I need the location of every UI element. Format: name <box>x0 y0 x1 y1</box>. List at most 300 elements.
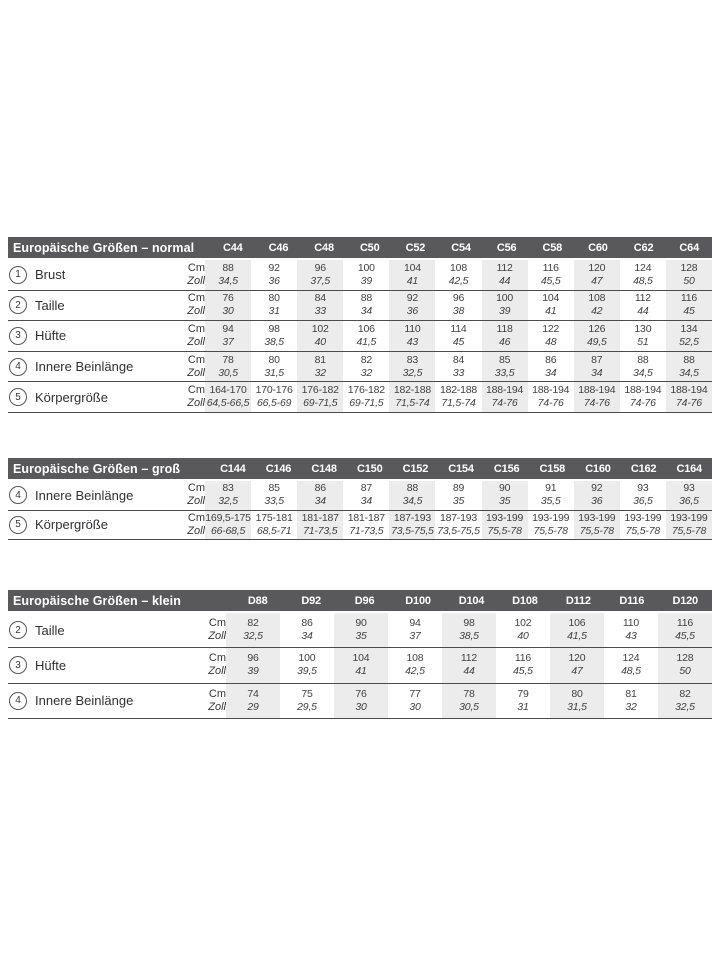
zoll-value: 30 <box>355 700 367 713</box>
unit-label-cm: Cm <box>187 384 205 397</box>
value-cell <box>343 481 389 510</box>
cm-value: 91 <box>545 482 557 495</box>
size-column-header: C58 <box>542 241 563 254</box>
measurement-label: Taille <box>35 622 65 638</box>
cm-value: 118 <box>496 322 513 335</box>
value-cells <box>205 260 712 290</box>
measurement-number-badge: 2 <box>9 621 27 639</box>
unit-labels <box>158 684 226 718</box>
zoll-value: 45,5 <box>540 274 561 287</box>
size-column-header: C52 <box>405 241 426 254</box>
value-cell <box>389 291 435 321</box>
unit-labels <box>158 648 226 682</box>
cm-value: 116 <box>680 292 698 305</box>
zoll-value: 31 <box>517 700 529 713</box>
table-body <box>8 481 712 540</box>
cm-value: 102 <box>514 617 532 630</box>
value-cell <box>280 684 334 718</box>
row-label-cell <box>8 352 158 382</box>
cm-value: 134 <box>680 322 698 335</box>
cm-value: 110 <box>404 322 421 335</box>
value-cell <box>528 291 574 321</box>
size-column-header: D104 <box>458 594 485 607</box>
zoll-value: 75,5-78 <box>625 524 660 537</box>
cm-value: 87 <box>360 482 372 495</box>
size-column-header: D100 <box>405 594 431 607</box>
value-cell <box>620 321 666 351</box>
zoll-value: 34,5 <box>633 366 653 379</box>
cm-value: 96 <box>247 652 259 665</box>
unit-labels <box>158 352 205 382</box>
zoll-value: 43 <box>406 335 419 348</box>
cm-value: 74 <box>247 687 259 700</box>
size-headers <box>210 242 712 254</box>
value-cell <box>620 260 666 290</box>
value-cell <box>343 291 389 321</box>
unit-label-cm: Cm <box>187 261 205 274</box>
value-cell <box>205 260 251 290</box>
zoll-value: 35 <box>452 495 465 508</box>
cm-value: 76 <box>355 687 367 700</box>
zoll-value: 48,5 <box>633 274 653 287</box>
measurement-row <box>8 613 712 648</box>
measurement-number-badge: 3 <box>9 656 27 674</box>
value-cell <box>496 613 550 647</box>
value-cell <box>620 291 666 321</box>
zoll-value: 37,5 <box>310 274 331 287</box>
value-cell <box>334 648 388 682</box>
cm-value: 88 <box>683 353 695 366</box>
cm-value: 78 <box>222 353 234 366</box>
zoll-value: 34,5 <box>402 495 423 508</box>
value-cell <box>297 352 343 382</box>
value-cells <box>205 352 712 382</box>
cm-value: 75 <box>301 687 313 700</box>
value-cells <box>205 291 712 321</box>
value-cell <box>666 321 712 351</box>
cm-value: 80 <box>268 292 280 305</box>
zoll-value: 33 <box>452 366 465 379</box>
cm-value: 108 <box>406 652 424 665</box>
cm-value: 193-199 <box>486 511 524 524</box>
row-label-cell <box>8 648 158 682</box>
zoll-value: 50 <box>679 665 691 678</box>
unit-label-zoll: Zoll <box>208 630 226 643</box>
zoll-value: 32,5 <box>675 700 695 713</box>
size-column-header: C54 <box>451 241 471 254</box>
cm-value: 116 <box>514 652 532 665</box>
value-cell <box>297 382 343 412</box>
value-cell <box>389 260 435 290</box>
table-header <box>8 237 712 258</box>
cm-value: 176-182 <box>347 384 385 397</box>
value-cell <box>435 260 481 290</box>
value-cell <box>280 648 334 682</box>
value-cell <box>550 684 604 718</box>
value-cell <box>550 613 604 647</box>
size-column-header: C48 <box>314 241 334 254</box>
cm-value: 108 <box>450 261 467 274</box>
value-cell <box>620 481 666 510</box>
measurement-row <box>8 291 712 322</box>
value-cell <box>658 648 712 682</box>
size-column-header: D96 <box>354 594 375 607</box>
value-cell <box>574 291 620 321</box>
zoll-value: 51 <box>637 335 649 348</box>
value-cell <box>574 382 620 412</box>
zoll-value: 39 <box>498 305 511 318</box>
table-header <box>8 458 712 479</box>
value-cell <box>205 481 251 510</box>
measurement-row <box>8 684 712 719</box>
cm-value: 81 <box>625 687 637 700</box>
zoll-value: 38 <box>452 305 465 318</box>
zoll-value: 32,5 <box>402 366 423 379</box>
unit-labels <box>158 382 205 412</box>
cm-value: 116 <box>676 617 694 630</box>
unit-label-cm: Cm <box>208 687 226 700</box>
size-column-header: D116 <box>619 594 645 607</box>
value-cell <box>205 511 251 540</box>
table-sizes-normal <box>8 237 712 413</box>
unit-label-zoll: Zoll <box>187 524 205 537</box>
value-cell <box>482 481 528 510</box>
unit-label-zoll: Zoll <box>208 665 226 678</box>
zoll-value: 32 <box>360 366 372 379</box>
zoll-value: 30,5 <box>459 700 479 713</box>
cm-value: 90 <box>355 617 367 630</box>
zoll-value: 32 <box>314 366 326 379</box>
value-cell <box>343 382 389 412</box>
value-cell <box>482 260 528 290</box>
measurement-label: Innere Beinlänge <box>35 693 134 709</box>
size-column-header: C150 <box>356 462 383 475</box>
unit-label-cm: Cm <box>187 322 205 335</box>
measurement-label: Innere Beinlänge <box>35 359 134 375</box>
zoll-value: 71-73,5 <box>303 524 338 537</box>
table-title: Europäische Größen – groß <box>13 461 181 476</box>
value-cell <box>388 613 442 647</box>
zoll-value: 29 <box>247 700 259 713</box>
cm-value: 164-170 <box>209 384 247 397</box>
zoll-value: 34 <box>301 630 313 643</box>
zoll-value: 41,5 <box>356 335 377 348</box>
value-cell <box>226 684 280 718</box>
table-title: Europäische Größen – klein <box>13 593 181 608</box>
table-body <box>8 260 712 413</box>
zoll-value: 39,5 <box>297 665 317 678</box>
cm-value: 193-199 <box>532 511 570 524</box>
cm-value: 128 <box>680 261 698 274</box>
measurement-number-badge: 4 <box>9 692 27 710</box>
cm-value: 98 <box>268 322 280 335</box>
unit-label-zoll: Zoll <box>187 397 205 410</box>
table-sizes-gross <box>8 458 712 540</box>
value-cell <box>666 260 712 290</box>
value-cell <box>297 260 343 290</box>
unit-labels <box>158 321 205 351</box>
value-cell <box>528 481 574 510</box>
zoll-value: 35 <box>498 495 511 508</box>
unit-labels <box>158 260 205 290</box>
zoll-value: 41,5 <box>567 630 587 643</box>
unit-label-cm: Cm <box>208 617 226 630</box>
measurement-row <box>8 511 712 541</box>
size-column-header: C146 <box>265 462 292 475</box>
cm-value: 188-194 <box>532 384 570 397</box>
zoll-value: 73,5-75,5 <box>437 524 480 537</box>
zoll-value: 74-76 <box>583 397 610 410</box>
value-cell <box>280 613 334 647</box>
value-cell <box>388 648 442 682</box>
cm-value: 80 <box>268 353 280 366</box>
unit-labels <box>158 511 205 540</box>
cm-value: 82 <box>247 617 259 630</box>
value-cell <box>528 321 574 351</box>
value-cells <box>226 684 712 718</box>
unit-label-zoll: Zoll <box>187 335 205 348</box>
cm-value: 112 <box>634 292 651 305</box>
measurement-row <box>8 481 712 511</box>
size-column-header: C50 <box>359 241 380 254</box>
cm-value: 96 <box>452 292 465 305</box>
zoll-value: 66-68,5 <box>210 524 246 537</box>
zoll-value: 48 <box>545 335 557 348</box>
cm-value: 181-187 <box>347 511 385 524</box>
measurement-label: Hüfte <box>35 328 67 344</box>
cm-value: 128 <box>676 652 694 665</box>
value-cell <box>666 382 712 412</box>
value-cells <box>205 382 712 412</box>
value-cell <box>528 260 574 290</box>
zoll-value: 74-76 <box>537 397 564 410</box>
cm-value: 76 <box>222 292 234 305</box>
cm-value: 86 <box>301 617 313 630</box>
zoll-value: 45,5 <box>513 665 533 678</box>
size-column-header: C158 <box>539 462 566 475</box>
zoll-value: 30 <box>409 700 421 713</box>
cm-value: 94 <box>409 617 421 630</box>
value-cell <box>389 321 435 351</box>
cm-value: 122 <box>542 322 560 335</box>
cm-value: 96 <box>314 261 326 274</box>
cm-value: 88 <box>222 261 234 274</box>
zoll-value: 69-71,5 <box>349 397 384 410</box>
zoll-value: 52,5 <box>679 335 699 348</box>
value-cell <box>435 511 481 540</box>
zoll-value: 44 <box>463 665 475 678</box>
cm-value: 98 <box>463 617 475 630</box>
zoll-value: 30 <box>222 305 234 318</box>
zoll-value: 36 <box>591 495 603 508</box>
size-column-header: D88 <box>247 594 268 607</box>
measurement-number-badge: 1 <box>9 266 27 284</box>
zoll-value: 75,5-78 <box>533 524 568 537</box>
unit-labels <box>158 291 205 321</box>
value-cell <box>435 291 481 321</box>
value-cell <box>550 648 604 682</box>
value-cell <box>251 382 297 412</box>
value-cell <box>482 321 528 351</box>
value-cell <box>251 321 297 351</box>
measurement-number-badge: 5 <box>9 516 27 534</box>
size-column-header: C62 <box>633 241 654 254</box>
zoll-value: 68,5-71 <box>257 524 292 537</box>
zoll-value: 30,5 <box>218 366 238 379</box>
cm-value: 85 <box>498 353 511 366</box>
value-cell <box>528 352 574 382</box>
zoll-value: 42,5 <box>405 665 425 678</box>
value-cell <box>574 260 620 290</box>
value-cell <box>435 321 481 351</box>
value-cell <box>251 260 297 290</box>
measurement-number-badge: 4 <box>9 486 27 504</box>
value-cell <box>482 291 528 321</box>
size-column-header: D120 <box>672 594 698 607</box>
row-label-cell <box>8 382 158 412</box>
cm-value: 86 <box>545 353 557 366</box>
row-label-cell <box>8 321 158 351</box>
value-cell <box>496 684 550 718</box>
value-cell <box>496 648 550 682</box>
zoll-value: 39 <box>360 274 372 287</box>
cm-value: 187-193 <box>439 511 478 524</box>
unit-label-cm: Cm <box>208 652 226 665</box>
zoll-value: 42 <box>591 305 603 318</box>
unit-label-zoll: Zoll <box>187 366 205 379</box>
zoll-value: 37 <box>409 630 421 643</box>
cm-value: 188-194 <box>624 384 662 397</box>
zoll-value: 44 <box>637 305 649 318</box>
value-cells <box>226 613 712 647</box>
row-label-cell <box>8 481 158 510</box>
zoll-value: 37 <box>222 335 234 348</box>
zoll-value: 35,5 <box>540 495 561 508</box>
zoll-value: 36 <box>406 305 419 318</box>
value-cell <box>442 613 496 647</box>
size-column-header: D108 <box>512 594 538 607</box>
zoll-value: 31,5 <box>567 700 587 713</box>
cm-value: 87 <box>591 353 603 366</box>
cm-value: 176-182 <box>301 384 339 397</box>
value-cell <box>343 321 389 351</box>
size-column-header: C46 <box>268 241 289 254</box>
cm-value: 100 <box>298 652 316 665</box>
value-cell <box>482 382 528 412</box>
value-cell <box>574 352 620 382</box>
zoll-value: 41 <box>406 274 419 287</box>
zoll-value: 36,5 <box>633 495 653 508</box>
cm-value: 86 <box>314 482 326 495</box>
zoll-value: 75,5-78 <box>487 524 522 537</box>
value-cell <box>666 481 712 510</box>
zoll-value: 45 <box>683 305 695 318</box>
cm-value: 188-194 <box>670 384 708 397</box>
cm-value: 84 <box>314 292 326 305</box>
cm-value: 83 <box>222 482 234 495</box>
size-column-header: C64 <box>679 241 700 254</box>
value-cell <box>442 684 496 718</box>
cm-value: 126 <box>588 322 606 335</box>
zoll-value: 41 <box>545 305 557 318</box>
cm-value: 188-194 <box>486 384 524 397</box>
cm-value: 78 <box>463 687 475 700</box>
zoll-value: 34 <box>360 495 372 508</box>
zoll-value: 74-76 <box>676 397 702 410</box>
row-label-cell <box>8 291 158 321</box>
cm-value: 124 <box>634 261 652 274</box>
zoll-value: 33,5 <box>494 366 515 379</box>
size-column-header: D112 <box>565 594 591 607</box>
cm-value: 114 <box>450 322 467 335</box>
zoll-value: 32 <box>625 700 637 713</box>
cm-value: 88 <box>637 353 649 366</box>
cm-value: 82 <box>360 353 372 366</box>
measurement-row <box>8 648 712 683</box>
zoll-value: 33 <box>314 305 326 318</box>
size-column-header: C154 <box>448 462 474 475</box>
value-cell <box>658 613 712 647</box>
measurement-label: Innere Beinlänge <box>35 487 134 503</box>
zoll-value: 47 <box>591 274 603 287</box>
zoll-value: 46 <box>498 335 511 348</box>
cm-value: 193-199 <box>624 511 662 524</box>
cm-value: 120 <box>568 652 586 665</box>
value-cell <box>297 321 343 351</box>
value-cell <box>251 291 297 321</box>
value-cell <box>435 481 481 510</box>
cm-value: 182-188 <box>439 384 478 397</box>
cm-value: 120 <box>588 261 606 274</box>
row-label-cell <box>8 511 158 540</box>
zoll-value: 49,5 <box>586 335 607 348</box>
cm-value: 106 <box>357 322 375 335</box>
measurement-label: Körpergröße <box>35 389 108 405</box>
zoll-value: 40 <box>517 630 529 643</box>
value-cell <box>482 352 528 382</box>
value-cell <box>574 511 620 540</box>
unit-label-zoll: Zoll <box>187 495 205 508</box>
unit-label-cm: Cm <box>187 353 205 366</box>
size-column-header: C160 <box>585 462 611 475</box>
measurement-label: Körpergröße <box>35 517 108 533</box>
value-cell <box>297 511 343 540</box>
zoll-value: 44 <box>498 274 511 287</box>
cm-value: 88 <box>360 292 372 305</box>
cm-value: 88 <box>406 482 419 495</box>
zoll-value: 40 <box>314 335 326 348</box>
value-cell <box>604 613 658 647</box>
cm-value: 89 <box>452 482 465 495</box>
zoll-value: 31,5 <box>264 366 284 379</box>
value-cell <box>666 291 712 321</box>
zoll-value: 38,5 <box>264 335 284 348</box>
value-cell <box>251 511 297 540</box>
cm-value: 193-199 <box>670 511 708 524</box>
measurement-number-badge: 4 <box>9 358 27 376</box>
size-headers <box>231 595 712 607</box>
cm-value: 182-188 <box>393 384 431 397</box>
zoll-value: 34 <box>591 366 603 379</box>
cm-value: 104 <box>542 292 560 305</box>
zoll-value: 36 <box>268 274 280 287</box>
cm-value: 193-199 <box>578 511 616 524</box>
cm-value: 93 <box>637 482 649 495</box>
value-cell <box>389 352 435 382</box>
value-cell <box>442 648 496 682</box>
zoll-value: 45 <box>452 335 465 348</box>
cm-value: 181-187 <box>301 511 339 524</box>
